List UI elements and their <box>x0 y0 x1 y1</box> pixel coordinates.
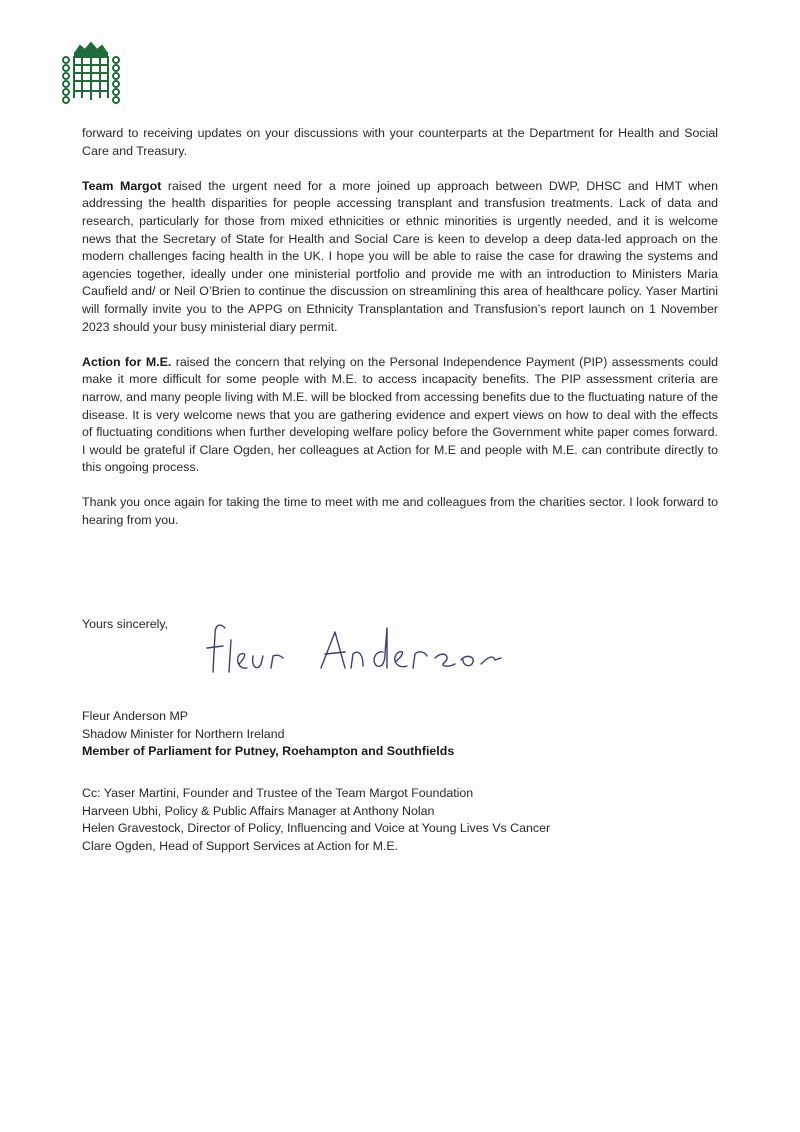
cc-list <box>82 785 550 855</box>
team-margot-text: raised the urgent need for a more joined up approach between DWP, DHSC and HMT when addressing the health disparities for people accessing transplant and transfusion treatments. Lack of data and research, particularly for those from mixed ethnicities or ethnic minorities is urgently needed, and it is welcome news that the Secretary of State for Health and Social Care is keen to develop a deep data-led approach on the modern challenges facing health in the UK. I hope you will be able to raise the case for drawing the systems and agencies together, ideally under one ministerial portfolio and provide me with an introduction to Ministers Maria Caufield and/ or Neil O’Brien to continue the discussion on streamlining this area of healthcare policy. Yaser Martini will formally invite you to the APPG on Ethnicity Transplantation and Transfusion’s report launch on 1 November 2023 should your busy ministerial diary permit. <box>82 178 718 334</box>
action-me-paragraph <box>82 354 718 477</box>
action-me-lead: Action for M.E. <box>82 354 172 369</box>
action-me-text: raised the concern that relying on the Personal Independence Payment (PIP) assessments could make it more difficult for some people with M.E. to access incapacity benefits. The PIP assessment criteria are narrow, and many people living with M.E. will be blocked from accessing benefits due to the fluctuating nature of the disease. It is very welcome news that you are gathering evidence and expert views on how to deal with the effects of fluctuating conditions when further developing welfare policy before the Government white paper comes forward. I would be grateful if Clare Ogden, her colleagues at Action for M.E and people with M.E. can contribute directly to this ongoing process. <box>82 354 719 475</box>
cc-item: Clare Ogden, Head of Support Services at Action for M.E. <box>82 838 399 853</box>
thanks-paragraph: Thank you once again for taking the time to meet with me and colleagues from the charities sector. I look forward to hearing from you. <box>82 495 718 528</box>
cc-item: Helen Gravestock, Director of Policy, Influencing and Voice at Young Lives Vs Cancer <box>82 821 551 836</box>
cc-item: Harveen Ubhi, Policy & Public Affairs Manager at Anthony Nolan <box>82 803 435 818</box>
signoff-block <box>82 708 454 761</box>
team-margot-lead: Team Margot <box>82 178 162 193</box>
signer-name: Fleur Anderson MP <box>82 709 189 723</box>
handwritten-signature <box>195 610 565 690</box>
closing-salutation: Yours sincerely, <box>82 617 169 631</box>
portcullis-icon <box>56 40 126 112</box>
signer-role: Shadow Minister for Northern Ireland <box>82 726 285 741</box>
signer-constituency: Member of Parliament for Putney, Roehampton and Southfields <box>82 744 455 759</box>
team-margot-paragraph <box>82 178 718 336</box>
letter-body <box>82 125 718 547</box>
intro-continued-paragraph: forward to receiving updates on your discussions with your counterparts at the Department for Health and Social Care and Treasury. <box>82 126 718 158</box>
cc-item: Cc: Yaser Martini, Founder and Trustee of the Team Margot Foundation <box>82 786 474 800</box>
